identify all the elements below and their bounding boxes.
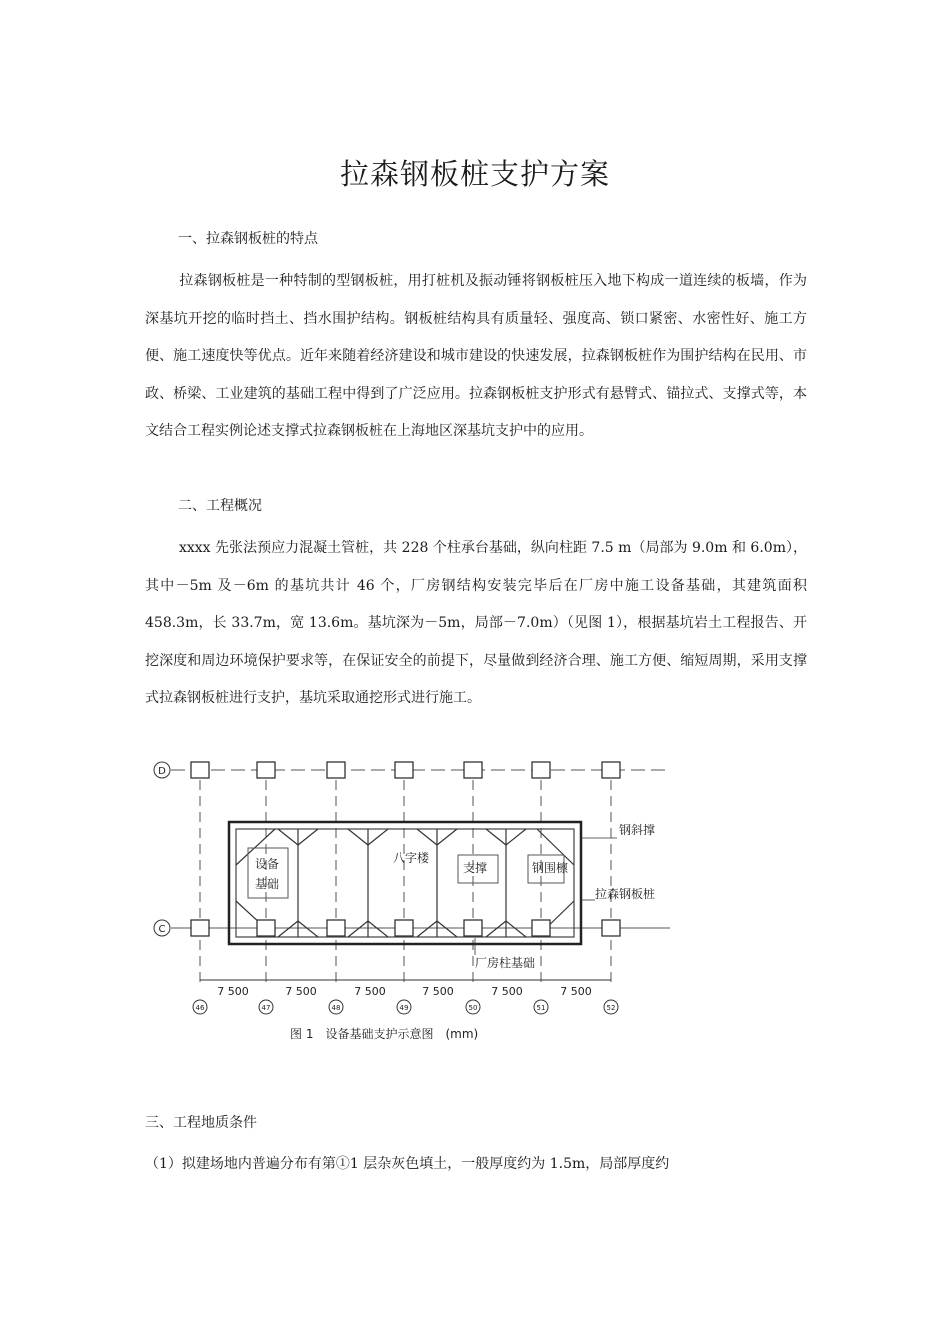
label-support: 支撑 — [463, 861, 488, 875]
label-bazi-brace: 八字楼 — [393, 851, 430, 865]
section-heading-1: 一、拉森钢板桩的特点 — [178, 231, 318, 247]
grid-numbers — [196, 1004, 616, 1012]
svg-text:7 500: 7 500 — [560, 985, 592, 998]
svg-text:7 500: 7 500 — [422, 985, 454, 998]
svg-text:7 500: 7 500 — [354, 985, 386, 998]
svg-text:7 500: 7 500 — [285, 985, 317, 998]
svg-text:7 500: 7 500 — [217, 985, 249, 998]
support-plan-diagram — [145, 750, 675, 1050]
page-title: 拉森钢板桩支护方案 — [339, 157, 610, 191]
svg-text:49: 49 — [399, 1004, 409, 1012]
label-steel-waler: 钢围檩 — [532, 861, 569, 875]
label-equipment-1: 设备 — [255, 857, 280, 871]
section-1-paragraph: 拉森钢板桩是一种特制的型钢板桩，用打桩机及振动锤将钢板桩压入地下构成一道连续的板墙，作为深基坑开挖的临时挡土、挡水围护结构。钢板桩结构具有质量轻、强度高、锁口紧密、水密性好、施工方便、施工速度快等优点。近年来随着经济建设和城市建设的快速发展，拉森钢板桩作为围护结构在民用、市政、桥梁、工业建筑的基础工程中得到了广泛应用。拉森钢板桩支护形式有悬臂式、锚拉式、支撑式等，本文结合工程实例论述支撑式拉森钢板桩在上海地区深基坑支护中的应用。 — [145, 273, 807, 439]
dimension-labels — [217, 985, 592, 998]
figure-caption: 图 1 设备基础支护示意图 (mm) — [290, 1027, 479, 1041]
section-heading-3: 三、工程地质条件 — [145, 1115, 257, 1131]
svg-text:50: 50 — [468, 1004, 478, 1012]
svg-text:51: 51 — [536, 1004, 546, 1012]
figure-support-plan — [145, 750, 675, 1050]
svg-text:52: 52 — [606, 1004, 616, 1012]
axis-d-label: D — [158, 766, 166, 777]
svg-text:7 500: 7 500 — [491, 985, 523, 998]
svg-text:47: 47 — [261, 1004, 271, 1012]
svg-text:48: 48 — [331, 1004, 341, 1012]
section-2-paragraph: xxxx 先张法预应力混凝土管桩，共 228 个柱承台基础，纵向柱距 7.5 m（局部为 9.0m 和 6.0m），其中－5m 及－6m 的基坑共计 46 个，厂房钢结构安装完毕后在厂房中施工设备基础，其建筑面积 458.3m，长 33.7m，宽 13.6m。基坑深为－5m，局部－7.0m）（见图 1），根据基坑岩土工程报告、开挖深度和周边环境保护要求等，在保证安全的前提下，尽量做到经济合理、施工方便、缩短周期，采用支撑式拉森钢板桩进行支护，基坑采取通挖形式进行施工。 — [145, 540, 807, 706]
label-steel-diagonal: 钢斜撑 — [619, 823, 656, 837]
label-larsen-pile: 拉森钢板桩 — [595, 887, 656, 901]
svg-text:46: 46 — [195, 1004, 205, 1012]
section-heading-2: 二、工程概况 — [178, 498, 262, 514]
section-3-paragraph: （1）拟建场地内普遍分布有第①1 层杂灰色填土，一般厚度约为 1.5m，局部厚度约 — [145, 1156, 670, 1172]
axis-c-label: C — [158, 924, 166, 935]
label-column-foundation: 厂房柱基础 — [475, 956, 536, 970]
label-equipment-2: 基础 — [255, 877, 280, 891]
